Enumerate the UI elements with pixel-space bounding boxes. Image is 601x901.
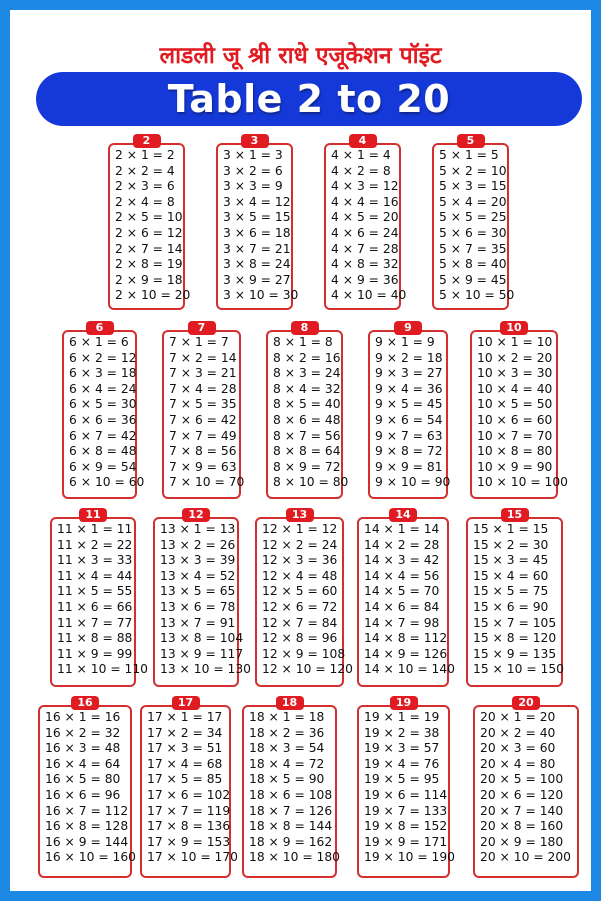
table-row: 16 × 9 = 144 bbox=[45, 834, 129, 849]
table-row: 13 × 8 = 104 bbox=[160, 631, 244, 646]
table-number-badge: 12 bbox=[182, 508, 210, 522]
table-card-5 bbox=[432, 134, 515, 310]
table-rows bbox=[331, 148, 407, 304]
table-row: 8 × 5 = 40 bbox=[273, 397, 341, 412]
table-row: 8 × 8 = 64 bbox=[273, 444, 341, 459]
table-row: 8 × 7 = 56 bbox=[273, 428, 341, 443]
table-row: 20 × 5 = 100 bbox=[480, 772, 564, 787]
table-row: 15 × 1 = 15 bbox=[473, 522, 549, 536]
table-row: 12 × 10 = 120 bbox=[262, 662, 354, 677]
table-number-badge: 4 bbox=[349, 134, 377, 148]
table-number-badge: 7 bbox=[188, 321, 216, 335]
table-row: 7 × 4 = 28 bbox=[169, 381, 237, 396]
table-row: 19 × 2 = 38 bbox=[364, 725, 440, 740]
table-row: 20 × 3 = 60 bbox=[480, 741, 556, 756]
table-row: 14 × 3 = 42 bbox=[364, 553, 440, 568]
table-row: 19 × 10 = 190 bbox=[364, 850, 456, 865]
table-rows bbox=[249, 710, 341, 866]
table-rows bbox=[439, 148, 515, 304]
table-row: 3 × 4 = 12 bbox=[223, 194, 291, 209]
table-row: 7 × 7 = 49 bbox=[169, 428, 237, 443]
table-row: 6 × 9 = 54 bbox=[69, 459, 137, 474]
table-row: 20 × 7 = 140 bbox=[480, 803, 564, 818]
table-card-2 bbox=[108, 134, 191, 310]
table-rows bbox=[223, 148, 299, 304]
table-row: 11 × 6 = 66 bbox=[57, 599, 133, 614]
table-row: 5 × 6 = 30 bbox=[439, 225, 507, 240]
table-row: 12 × 4 = 48 bbox=[262, 568, 338, 583]
table-row: 15 × 5 = 75 bbox=[473, 584, 549, 599]
table-row: 16 × 7 = 112 bbox=[45, 803, 129, 818]
table-number-badge: 5 bbox=[457, 134, 485, 148]
table-row: 10 × 6 = 60 bbox=[477, 412, 553, 427]
table-card-18 bbox=[242, 696, 341, 878]
table-row: 18 × 10 = 180 bbox=[249, 850, 341, 865]
table-row: 3 × 5 = 15 bbox=[223, 210, 291, 225]
table-rows bbox=[57, 522, 149, 678]
table-row: 15 × 4 = 60 bbox=[473, 568, 549, 583]
table-rows bbox=[364, 522, 456, 678]
table-row: 8 × 10 = 80 bbox=[273, 475, 349, 490]
table-row: 4 × 1 = 4 bbox=[331, 148, 391, 162]
table-row: 15 × 3 = 45 bbox=[473, 553, 549, 568]
table-card-20 bbox=[473, 696, 579, 878]
table-row: 11 × 10 = 110 bbox=[57, 662, 149, 677]
table-row: 18 × 8 = 144 bbox=[249, 819, 333, 834]
table-row: 13 × 9 = 117 bbox=[160, 646, 244, 661]
table-row: 6 × 2 = 12 bbox=[69, 350, 137, 365]
table-row: 16 × 1 = 16 bbox=[45, 710, 121, 724]
table-card-11 bbox=[50, 508, 149, 687]
table-number-badge: 14 bbox=[389, 508, 417, 522]
table-row: 18 × 5 = 90 bbox=[249, 772, 325, 787]
table-row: 13 × 5 = 65 bbox=[160, 584, 236, 599]
table-row: 16 × 5 = 80 bbox=[45, 772, 121, 787]
table-row: 14 × 2 = 28 bbox=[364, 537, 440, 552]
table-row: 17 × 2 = 34 bbox=[147, 725, 223, 740]
table-row: 3 × 6 = 18 bbox=[223, 225, 291, 240]
table-card-16 bbox=[38, 696, 137, 878]
table-row: 7 × 10 = 70 bbox=[169, 475, 245, 490]
table-number-badge: 6 bbox=[86, 321, 114, 335]
table-rows bbox=[69, 335, 145, 491]
table-row: 10 × 8 = 80 bbox=[477, 444, 553, 459]
table-row: 5 × 2 = 10 bbox=[439, 163, 507, 178]
table-row: 9 × 8 = 72 bbox=[375, 444, 443, 459]
table-row: 11 × 9 = 99 bbox=[57, 646, 133, 661]
table-row: 19 × 6 = 114 bbox=[364, 787, 448, 802]
table-row: 6 × 5 = 30 bbox=[69, 397, 137, 412]
table-row: 4 × 10 = 40 bbox=[331, 288, 407, 303]
table-row: 19 × 9 = 171 bbox=[364, 834, 448, 849]
table-row: 2 × 10 = 20 bbox=[115, 288, 191, 303]
table-row: 6 × 4 = 24 bbox=[69, 381, 137, 396]
table-row: 2 × 7 = 14 bbox=[115, 241, 183, 256]
table-row: 18 × 7 = 126 bbox=[249, 803, 333, 818]
table-row: 3 × 10 = 30 bbox=[223, 288, 299, 303]
table-row: 19 × 8 = 152 bbox=[364, 819, 448, 834]
table-row: 5 × 10 = 50 bbox=[439, 288, 515, 303]
table-card-13 bbox=[255, 508, 354, 687]
table-row: 18 × 4 = 72 bbox=[249, 756, 325, 771]
table-rows bbox=[273, 335, 349, 491]
table-row: 6 × 8 = 48 bbox=[69, 444, 137, 459]
table-row: 16 × 10 = 160 bbox=[45, 850, 137, 865]
table-row: 2 × 2 = 4 bbox=[115, 163, 175, 178]
table-row: 15 × 9 = 135 bbox=[473, 646, 557, 661]
table-row: 8 × 2 = 16 bbox=[273, 350, 341, 365]
table-row: 13 × 10 = 130 bbox=[160, 662, 252, 677]
table-row: 6 × 10 = 60 bbox=[69, 475, 145, 490]
table-row: 3 × 7 = 21 bbox=[223, 241, 291, 256]
title-banner bbox=[36, 72, 582, 126]
table-row: 4 × 2 = 8 bbox=[331, 163, 391, 178]
table-number-badge: 3 bbox=[241, 134, 269, 148]
table-row: 8 × 1 = 8 bbox=[273, 335, 333, 349]
table-row: 10 × 5 = 50 bbox=[477, 397, 553, 412]
table-row: 12 × 1 = 12 bbox=[262, 522, 338, 536]
table-row: 15 × 2 = 30 bbox=[473, 537, 549, 552]
table-row: 2 × 5 = 10 bbox=[115, 210, 183, 225]
table-row: 7 × 1 = 7 bbox=[169, 335, 229, 349]
table-row: 10 × 2 = 20 bbox=[477, 350, 553, 365]
table-row: 12 × 2 = 24 bbox=[262, 537, 338, 552]
table-row: 11 × 4 = 44 bbox=[57, 568, 133, 583]
table-row: 4 × 7 = 28 bbox=[331, 241, 399, 256]
table-number-badge: 18 bbox=[276, 696, 304, 710]
table-row: 8 × 3 = 24 bbox=[273, 366, 341, 381]
table-row: 7 × 8 = 56 bbox=[169, 444, 237, 459]
table-rows bbox=[45, 710, 137, 866]
table-row: 5 × 3 = 15 bbox=[439, 179, 507, 194]
table-row: 15 × 10 = 150 bbox=[473, 662, 565, 677]
table-row: 10 × 4 = 40 bbox=[477, 381, 553, 396]
table-number-badge: 10 bbox=[500, 321, 528, 335]
table-row: 13 × 6 = 78 bbox=[160, 599, 236, 614]
table-card-12 bbox=[153, 508, 252, 687]
table-row: 12 × 9 = 108 bbox=[262, 646, 346, 661]
table-row: 20 × 4 = 80 bbox=[480, 756, 556, 771]
table-row: 5 × 5 = 25 bbox=[439, 210, 507, 225]
table-row: 14 × 10 = 140 bbox=[364, 662, 456, 677]
table-card-19 bbox=[357, 696, 456, 878]
table-row: 6 × 6 = 36 bbox=[69, 412, 137, 427]
table-row: 11 × 8 = 88 bbox=[57, 631, 133, 646]
table-row: 17 × 3 = 51 bbox=[147, 741, 223, 756]
table-row: 17 × 8 = 136 bbox=[147, 819, 231, 834]
table-row: 4 × 6 = 24 bbox=[331, 225, 399, 240]
table-row: 15 × 8 = 120 bbox=[473, 631, 557, 646]
table-row: 20 × 1 = 20 bbox=[480, 710, 556, 724]
table-card-17 bbox=[140, 696, 239, 878]
table-card-10 bbox=[470, 321, 569, 499]
table-card-6 bbox=[62, 321, 145, 499]
table-row: 9 × 6 = 54 bbox=[375, 412, 443, 427]
table-row: 7 × 2 = 14 bbox=[169, 350, 237, 365]
table-number-badge: 16 bbox=[71, 696, 99, 710]
table-row: 7 × 5 = 35 bbox=[169, 397, 237, 412]
table-row: 14 × 4 = 56 bbox=[364, 568, 440, 583]
table-row: 9 × 7 = 63 bbox=[375, 428, 443, 443]
table-number-badge: 9 bbox=[394, 321, 422, 335]
table-row: 11 × 7 = 77 bbox=[57, 615, 133, 630]
table-row: 4 × 9 = 36 bbox=[331, 272, 399, 287]
table-row: 4 × 3 = 12 bbox=[331, 179, 399, 194]
table-row: 12 × 6 = 72 bbox=[262, 599, 338, 614]
table-row: 16 × 4 = 64 bbox=[45, 756, 121, 771]
table-row: 14 × 9 = 126 bbox=[364, 646, 448, 661]
table-number-badge: 17 bbox=[172, 696, 200, 710]
table-number-badge: 8 bbox=[291, 321, 319, 335]
table-row: 4 × 4 = 16 bbox=[331, 194, 399, 209]
table-card-9 bbox=[368, 321, 451, 499]
table-row: 9 × 10 = 90 bbox=[375, 475, 451, 490]
table-row: 2 × 8 = 19 bbox=[115, 257, 183, 272]
table-row: 9 × 5 = 45 bbox=[375, 397, 443, 412]
table-rows bbox=[169, 335, 245, 491]
table-row: 19 × 3 = 57 bbox=[364, 741, 440, 756]
table-number-badge: 13 bbox=[286, 508, 314, 522]
table-row: 10 × 1 = 10 bbox=[477, 335, 553, 349]
table-row: 12 × 3 = 36 bbox=[262, 553, 338, 568]
banner-title: Table 2 to 20 bbox=[167, 77, 451, 121]
table-row: 17 × 7 = 119 bbox=[147, 803, 231, 818]
table-row: 16 × 3 = 48 bbox=[45, 741, 121, 756]
table-row: 14 × 6 = 84 bbox=[364, 599, 440, 614]
table-row: 4 × 5 = 20 bbox=[331, 210, 399, 225]
table-row: 11 × 1 = 11 bbox=[57, 522, 133, 536]
table-number-badge: 15 bbox=[501, 508, 529, 522]
table-number-badge: 20 bbox=[512, 696, 540, 710]
table-row: 18 × 2 = 36 bbox=[249, 725, 325, 740]
table-row: 13 × 2 = 26 bbox=[160, 537, 236, 552]
table-number-badge: 19 bbox=[390, 696, 418, 710]
table-number-badge: 2 bbox=[133, 134, 161, 148]
table-row: 14 × 5 = 70 bbox=[364, 584, 440, 599]
table-row: 9 × 2 = 18 bbox=[375, 350, 443, 365]
institute-title: लाडली जू श्री राधे एजूकेशन पॉइंट bbox=[159, 43, 442, 69]
table-row: 14 × 1 = 14 bbox=[364, 522, 440, 536]
table-row: 11 × 2 = 22 bbox=[57, 537, 133, 552]
table-row: 18 × 1 = 18 bbox=[249, 710, 325, 724]
table-row: 12 × 7 = 84 bbox=[262, 615, 338, 630]
table-row: 7 × 3 = 21 bbox=[169, 366, 237, 381]
table-row: 10 × 9 = 90 bbox=[477, 459, 553, 474]
table-row: 8 × 4 = 32 bbox=[273, 381, 341, 396]
table-row: 15 × 6 = 90 bbox=[473, 599, 549, 614]
table-card-15 bbox=[466, 508, 565, 687]
table-row: 17 × 10 = 170 bbox=[147, 850, 239, 865]
table-rows bbox=[480, 710, 575, 866]
table-row: 18 × 6 = 108 bbox=[249, 787, 333, 802]
table-row: 2 × 4 = 8 bbox=[115, 194, 175, 209]
table-row: 19 × 4 = 76 bbox=[364, 756, 440, 771]
table-row: 17 × 1 = 17 bbox=[147, 710, 223, 724]
table-card-3 bbox=[216, 134, 299, 310]
table-row: 20 × 6 = 120 bbox=[480, 787, 564, 802]
table-row: 15 × 7 = 105 bbox=[473, 615, 557, 630]
table-row: 3 × 1 = 3 bbox=[223, 148, 283, 162]
table-row: 9 × 3 = 27 bbox=[375, 366, 443, 381]
table-row: 8 × 9 = 72 bbox=[273, 459, 341, 474]
table-row: 2 × 9 = 18 bbox=[115, 272, 183, 287]
table-row: 13 × 3 = 39 bbox=[160, 553, 236, 568]
table-row: 9 × 1 = 9 bbox=[375, 335, 435, 349]
table-row: 11 × 5 = 55 bbox=[57, 584, 133, 599]
table-row: 5 × 9 = 45 bbox=[439, 272, 507, 287]
table-rows bbox=[477, 335, 569, 491]
table-row: 19 × 5 = 95 bbox=[364, 772, 440, 787]
table-row: 20 × 9 = 180 bbox=[480, 834, 564, 849]
table-row: 16 × 6 = 96 bbox=[45, 787, 121, 802]
table-row: 4 × 8 = 32 bbox=[331, 257, 399, 272]
table-row: 5 × 8 = 40 bbox=[439, 257, 507, 272]
table-row: 5 × 7 = 35 bbox=[439, 241, 507, 256]
table-row: 9 × 4 = 36 bbox=[375, 381, 443, 396]
table-row: 19 × 7 = 133 bbox=[364, 803, 448, 818]
table-row: 17 × 6 = 102 bbox=[147, 787, 231, 802]
table-row: 10 × 10 = 100 bbox=[477, 475, 569, 490]
table-row: 20 × 8 = 160 bbox=[480, 819, 564, 834]
table-row: 16 × 2 = 32 bbox=[45, 725, 121, 740]
table-row: 18 × 9 = 162 bbox=[249, 834, 333, 849]
table-row: 17 × 5 = 85 bbox=[147, 772, 223, 787]
table-row: 12 × 8 = 96 bbox=[262, 631, 338, 646]
table-rows bbox=[364, 710, 456, 866]
table-row: 2 × 3 = 6 bbox=[115, 179, 175, 194]
table-card-14 bbox=[357, 508, 456, 687]
table-row: 3 × 2 = 6 bbox=[223, 163, 283, 178]
table-row: 18 × 3 = 54 bbox=[249, 741, 325, 756]
table-row: 13 × 4 = 52 bbox=[160, 568, 236, 583]
table-rows bbox=[473, 522, 565, 678]
table-row: 3 × 3 = 9 bbox=[223, 179, 283, 194]
table-row: 20 × 10 = 200 bbox=[480, 850, 572, 865]
table-rows bbox=[160, 522, 252, 678]
table-row: 10 × 7 = 70 bbox=[477, 428, 553, 443]
table-row: 6 × 3 = 18 bbox=[69, 366, 137, 381]
table-row: 2 × 1 = 2 bbox=[115, 148, 175, 162]
table-row: 17 × 4 = 68 bbox=[147, 756, 223, 771]
table-row: 14 × 8 = 112 bbox=[364, 631, 448, 646]
table-row: 8 × 6 = 48 bbox=[273, 412, 341, 427]
table-rows bbox=[262, 522, 354, 678]
table-row: 19 × 1 = 19 bbox=[364, 710, 440, 724]
table-card-7 bbox=[162, 321, 245, 499]
table-row: 3 × 9 = 27 bbox=[223, 272, 291, 287]
table-row: 7 × 6 = 42 bbox=[169, 412, 237, 427]
table-row: 5 × 1 = 5 bbox=[439, 148, 499, 162]
table-row: 14 × 7 = 98 bbox=[364, 615, 440, 630]
table-row: 6 × 7 = 42 bbox=[69, 428, 137, 443]
table-row: 20 × 2 = 40 bbox=[480, 725, 556, 740]
table-row: 13 × 1 = 13 bbox=[160, 522, 236, 536]
table-row: 7 × 9 = 63 bbox=[169, 459, 237, 474]
table-row: 12 × 5 = 60 bbox=[262, 584, 338, 599]
table-row: 10 × 3 = 30 bbox=[477, 366, 553, 381]
table-row: 2 × 6 = 12 bbox=[115, 225, 183, 240]
table-rows bbox=[115, 148, 191, 304]
table-row: 11 × 3 = 33 bbox=[57, 553, 133, 568]
table-number-badge: 11 bbox=[79, 508, 107, 522]
table-row: 5 × 4 = 20 bbox=[439, 194, 507, 209]
table-row: 16 × 8 = 128 bbox=[45, 819, 129, 834]
table-rows bbox=[147, 710, 239, 866]
table-card-4 bbox=[324, 134, 407, 310]
table-row: 17 × 9 = 153 bbox=[147, 834, 231, 849]
table-row: 9 × 9 = 81 bbox=[375, 459, 443, 474]
table-row: 13 × 7 = 91 bbox=[160, 615, 236, 630]
table-rows bbox=[375, 335, 451, 491]
table-card-8 bbox=[266, 321, 349, 499]
table-row: 6 × 1 = 6 bbox=[69, 335, 129, 349]
table-row: 3 × 8 = 24 bbox=[223, 257, 291, 272]
